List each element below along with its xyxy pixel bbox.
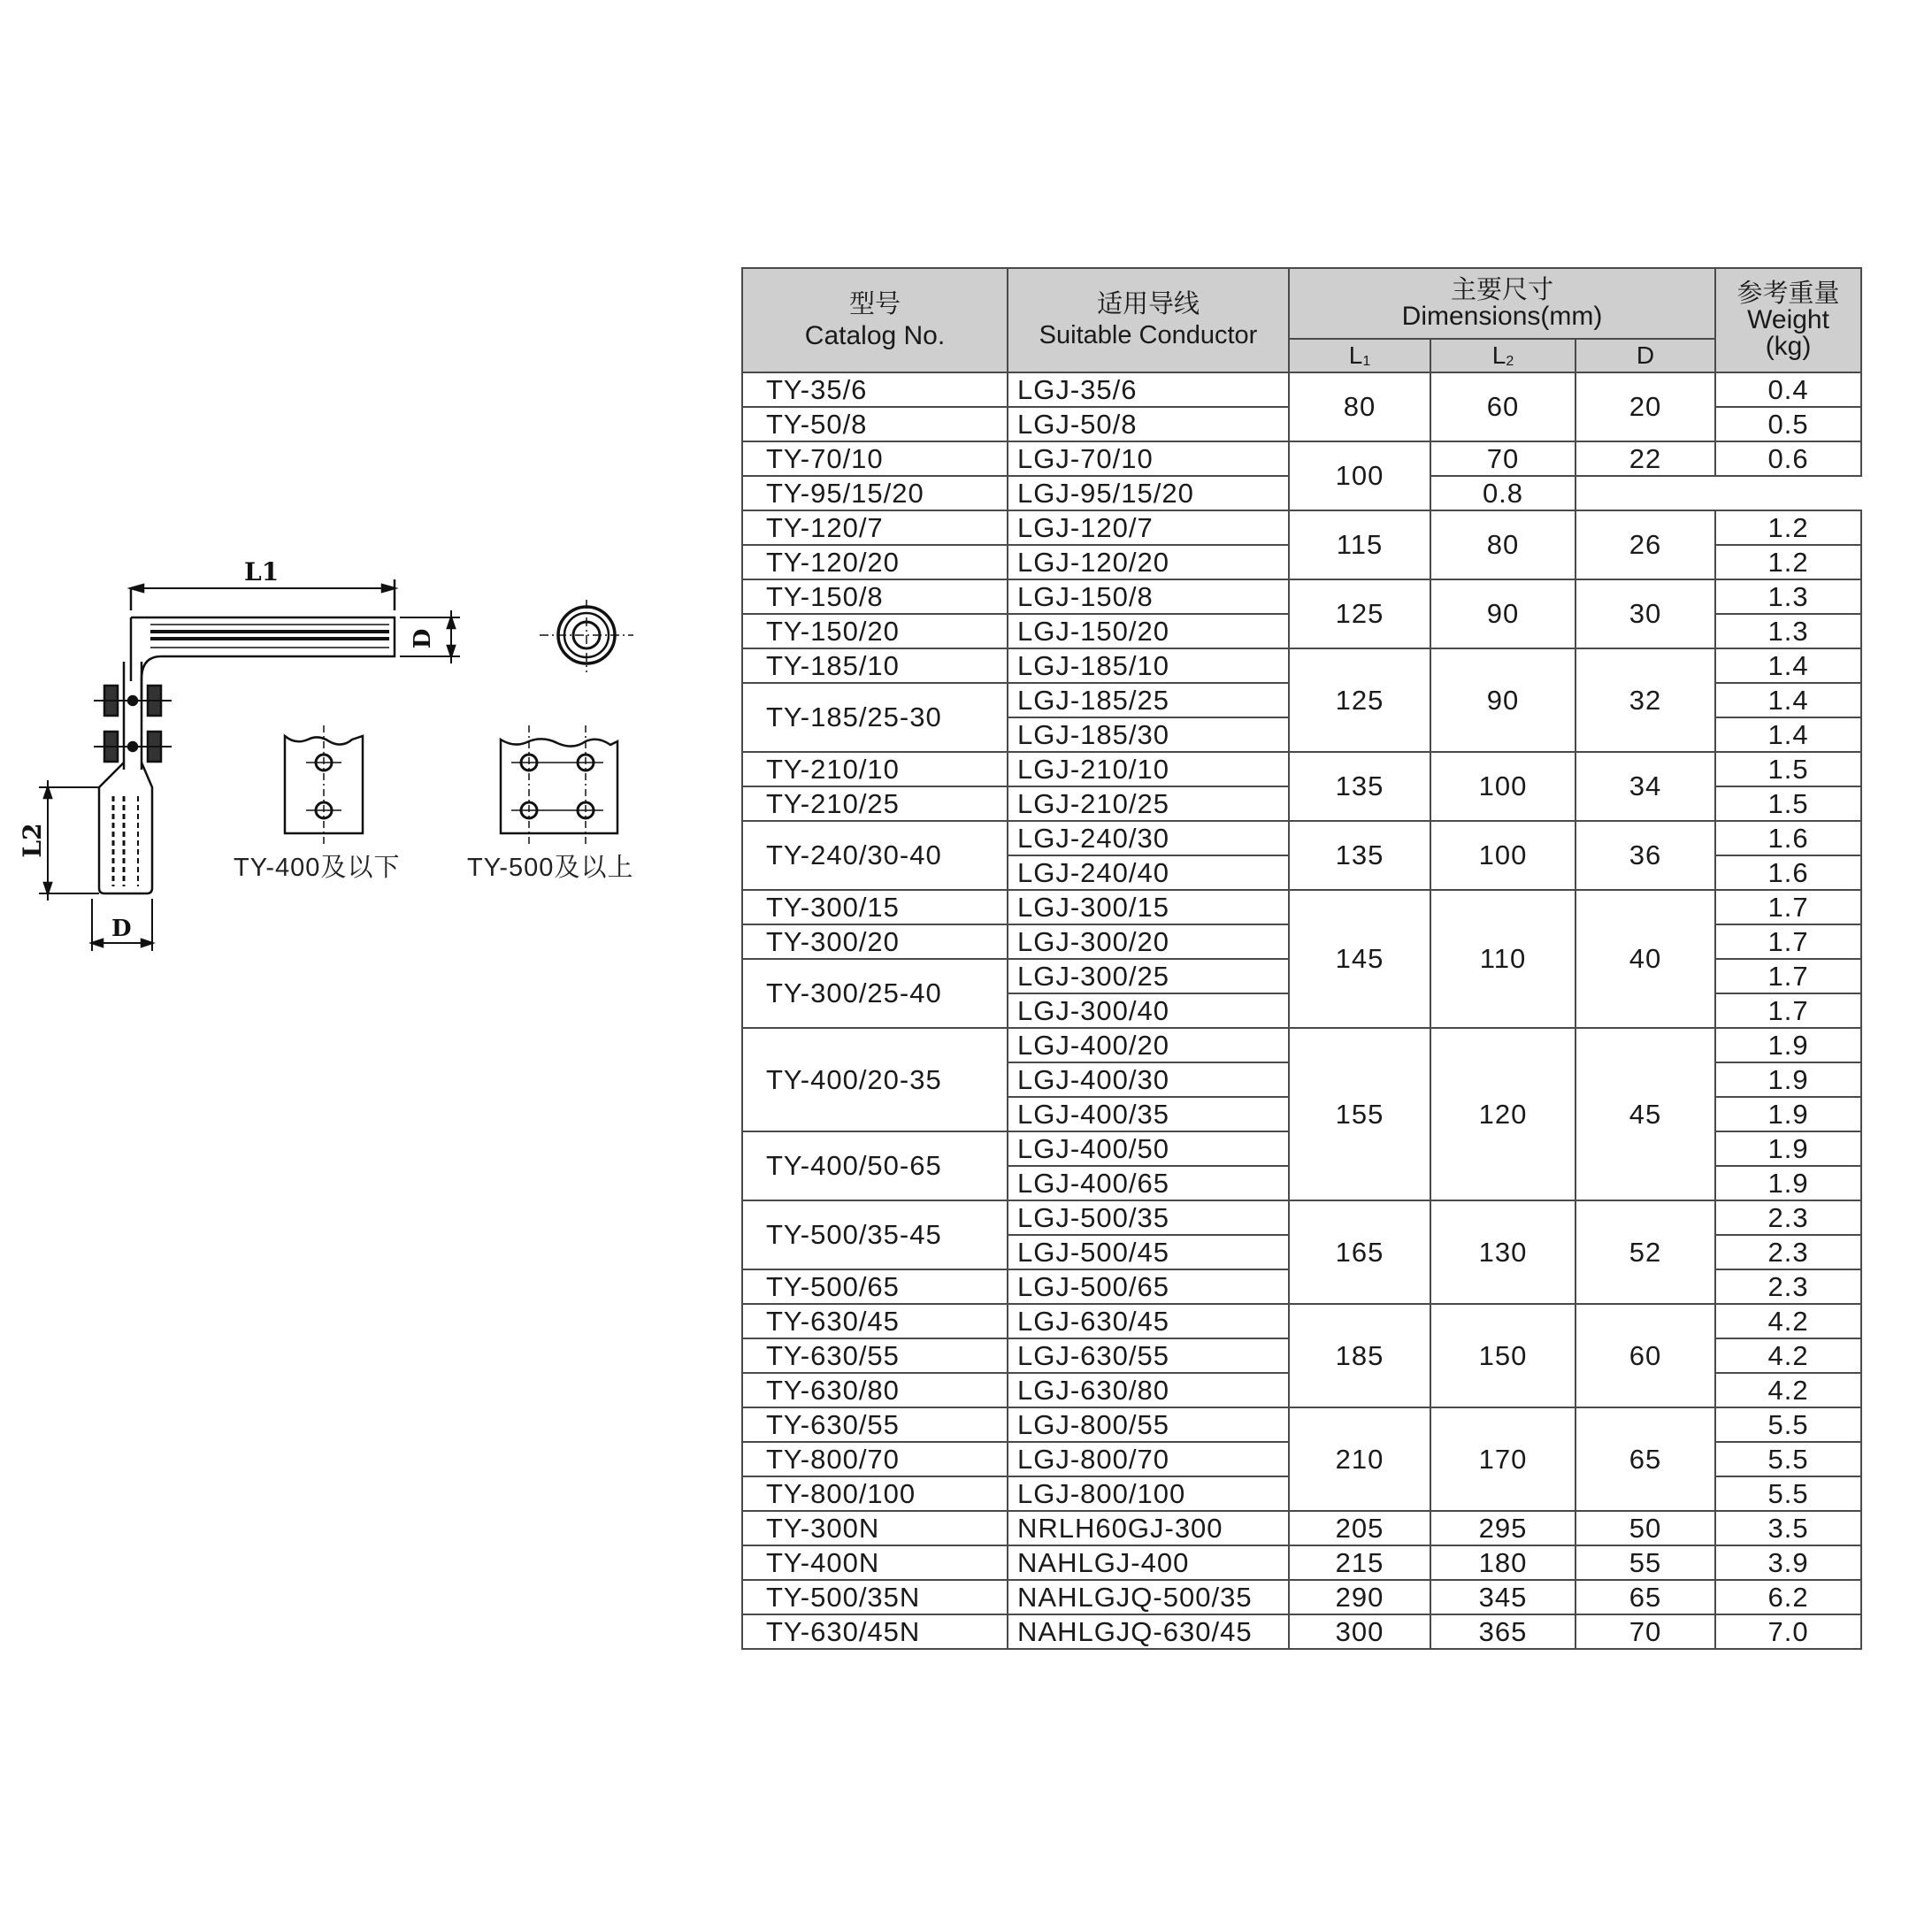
header-l2: $L_2$ [1430, 339, 1576, 372]
d-cell: 60 [1576, 1304, 1715, 1407]
l1-label: L1 [244, 557, 280, 586]
weight-cell: 1.9 [1715, 1166, 1861, 1200]
conductor-cell: LGJ-300/40 [1008, 993, 1289, 1028]
catalog-no-cell: TY-120/7 [742, 510, 1008, 545]
conductor-cell: LGJ-185/30 [1008, 717, 1289, 752]
weight-cell: 1.9 [1715, 1131, 1861, 1166]
conductor-cell: LGJ-500/45 [1008, 1235, 1289, 1269]
table-row [742, 821, 1861, 855]
conductor-cell: LGJ-240/40 [1008, 855, 1289, 890]
l2-cell: 130 [1430, 1200, 1576, 1304]
catalog-no-cell: TY-300/15 [742, 890, 1008, 924]
d-cell: 32 [1576, 648, 1715, 752]
weight-cell: 0.8 [1430, 476, 1576, 510]
d-cell: 65 [1576, 1580, 1715, 1614]
table-row [742, 890, 1861, 924]
conductor-cell: LGJ-400/50 [1008, 1131, 1289, 1166]
catalog-no-cell: TY-95/15/20 [742, 476, 1008, 510]
conductor-cell: LGJ-120/7 [1008, 510, 1289, 545]
table-row [742, 1511, 1861, 1545]
weight-cell: 7.0 [1715, 1614, 1861, 1649]
conductor-cell: LGJ-210/10 [1008, 752, 1289, 786]
weight-cell: 1.9 [1715, 1028, 1861, 1062]
weight-cell: 1.7 [1715, 959, 1861, 993]
table-row [742, 1545, 1861, 1580]
l2-cell: 90 [1430, 579, 1576, 648]
d-cell: 50 [1576, 1511, 1715, 1545]
l1-cell: 210 [1289, 1407, 1430, 1511]
l2-cell: 80 [1430, 510, 1576, 579]
l2-cell: 60 [1430, 372, 1576, 441]
l1-cell: 115 [1289, 510, 1430, 579]
weight-cell: 1.9 [1715, 1062, 1861, 1097]
conductor-cell: LGJ-300/15 [1008, 890, 1289, 924]
catalog-no-cell: TY-240/30-40 [742, 821, 1008, 890]
conductor-cell: LGJ-400/65 [1008, 1166, 1289, 1200]
l1-cell: 290 [1289, 1580, 1430, 1614]
weight-cell: 1.9 [1715, 1097, 1861, 1131]
l2-cell: 110 [1430, 890, 1576, 1028]
l2-cell: 100 [1430, 821, 1576, 890]
header-l1: $L_1$ [1289, 339, 1430, 372]
conductor-cell: LGJ-800/70 [1008, 1442, 1289, 1476]
table-row [742, 579, 1861, 614]
l2-label: L2 [18, 823, 47, 858]
header-weight-unit: (kg) [1765, 331, 1812, 361]
weight-cell: 3.5 [1715, 1511, 1861, 1545]
weight-cell: 1.7 [1715, 890, 1861, 924]
conductor-cell: LGJ-120/20 [1008, 545, 1289, 579]
header-suitable-conductor [1008, 268, 1289, 372]
l1-cell: 155 [1289, 1028, 1430, 1200]
catalog-no-cell: TY-35/6 [742, 372, 1008, 407]
conductor-cell: LGJ-500/35 [1008, 1200, 1289, 1235]
d-cell: 20 [1576, 372, 1715, 441]
catalog-no-cell: TY-50/8 [742, 407, 1008, 441]
l2-cell: 295 [1430, 1511, 1576, 1545]
table-row [742, 510, 1861, 545]
weight-cell: 1.3 [1715, 614, 1861, 648]
d-cell: 52 [1576, 1200, 1715, 1304]
catalog-no-cell: TY-210/10 [742, 752, 1008, 786]
header-weight [1715, 268, 1861, 372]
weight-cell: 1.7 [1715, 993, 1861, 1028]
table-header [742, 268, 1861, 372]
d-cell: 36 [1576, 821, 1715, 890]
l2-cell: 100 [1430, 752, 1576, 821]
catalog-no-cell: TY-400N [742, 1545, 1008, 1580]
header-dims-en: Dimensions(mm) [1401, 301, 1603, 331]
catalog-no-cell: TY-800/100 [742, 1476, 1008, 1511]
conductor-cell: LGJ-500/65 [1008, 1269, 1289, 1304]
caption-small-plate: TY-400及以下 [234, 854, 401, 882]
catalog-no-cell: TY-500/35-45 [742, 1200, 1008, 1269]
d-cell: 65 [1576, 1407, 1715, 1511]
catalog-no-cell: TY-300N [742, 1511, 1008, 1545]
l2-cell: 70 [1430, 441, 1576, 476]
conductor-cell: LGJ-240/30 [1008, 821, 1289, 855]
conductor-cell: LGJ-70/10 [1008, 441, 1289, 476]
header-d: D [1576, 339, 1715, 372]
catalog-no-cell: TY-500/35N [742, 1580, 1008, 1614]
weight-cell: 1.7 [1715, 924, 1861, 959]
conductor-cell: LGJ-95/15/20 [1008, 476, 1289, 510]
l2-cell: 365 [1430, 1614, 1576, 1649]
conductor-cell: NRLH60GJ-300 [1008, 1511, 1289, 1545]
weight-cell: 0.4 [1715, 372, 1861, 407]
weight-cell: 1.5 [1715, 752, 1861, 786]
weight-cell: 2.3 [1715, 1235, 1861, 1269]
catalog-no-cell: TY-150/20 [742, 614, 1008, 648]
d-cell: 45 [1576, 1028, 1715, 1200]
table-body [742, 372, 1861, 1649]
weight-cell: 1.2 [1715, 545, 1861, 579]
l1-cell: 205 [1289, 1511, 1430, 1545]
weight-cell: 3.9 [1715, 1545, 1861, 1580]
header-conductor-en: Suitable Conductor [1039, 321, 1258, 349]
table-row [742, 1407, 1861, 1442]
weight-cell: 2.3 [1715, 1269, 1861, 1304]
d-cell: 55 [1576, 1545, 1715, 1580]
conductor-cell: LGJ-150/20 [1008, 614, 1289, 648]
catalog-no-cell: TY-400/50-65 [742, 1131, 1008, 1200]
l1-cell: 165 [1289, 1200, 1430, 1304]
catalog-no-cell: TY-630/55 [742, 1338, 1008, 1373]
weight-cell: 5.5 [1715, 1476, 1861, 1511]
table-row [742, 1580, 1861, 1614]
weight-cell: 1.5 [1715, 786, 1861, 821]
weight-cell: 1.2 [1715, 510, 1861, 545]
weight-cell: 2.3 [1715, 1200, 1861, 1235]
conductor-cell: LGJ-185/10 [1008, 648, 1289, 683]
conductor-cell: LGJ-630/45 [1008, 1304, 1289, 1338]
header-catalog-no [742, 268, 1008, 372]
catalog-no-cell: TY-120/20 [742, 545, 1008, 579]
weight-cell: 5.5 [1715, 1407, 1861, 1442]
conductor-cell: LGJ-630/55 [1008, 1338, 1289, 1373]
catalog-no-cell: TY-630/45 [742, 1304, 1008, 1338]
catalog-no-cell: TY-500/65 [742, 1269, 1008, 1304]
l1-cell: 80 [1289, 372, 1430, 441]
weight-cell: 0.5 [1715, 407, 1861, 441]
weight-cell: 4.2 [1715, 1304, 1861, 1338]
conductor-cell: LGJ-210/25 [1008, 786, 1289, 821]
catalog-no-cell: TY-800/70 [742, 1442, 1008, 1476]
header-model-en: Catalog No. [804, 320, 946, 350]
table-row [742, 1614, 1861, 1649]
conductor-cell: LGJ-800/55 [1008, 1407, 1289, 1442]
conductor-cell: LGJ-50/8 [1008, 407, 1289, 441]
conductor-cell: LGJ-800/100 [1008, 1476, 1289, 1511]
weight-cell: 1.4 [1715, 683, 1861, 717]
catalog-no-cell: TY-210/25 [742, 786, 1008, 821]
table-row [742, 1304, 1861, 1338]
d-cell: 22 [1576, 441, 1715, 476]
l1-cell: 215 [1289, 1545, 1430, 1580]
caption-large-plate: TY-500及以上 [467, 854, 634, 882]
table-row [742, 1028, 1861, 1062]
conductor-cell: LGJ-400/35 [1008, 1097, 1289, 1131]
table-row [742, 1200, 1861, 1235]
weight-cell: 1.4 [1715, 717, 1861, 752]
l1-cell: 125 [1289, 579, 1430, 648]
l2-cell: 150 [1430, 1304, 1576, 1407]
d-cell: 70 [1576, 1614, 1715, 1649]
catalog-no-cell: TY-185/25-30 [742, 683, 1008, 752]
conductor-cell: NAHLGJQ-630/45 [1008, 1614, 1289, 1649]
d-top-label: D [410, 628, 436, 649]
l1-cell: 100 [1289, 441, 1430, 510]
table-row [742, 648, 1861, 683]
terminal-technical-drawing [0, 0, 672, 1932]
catalog-no-cell: TY-300/25-40 [742, 959, 1008, 1028]
weight-cell: 5.5 [1715, 1442, 1861, 1476]
conductor-cell: NAHLGJQ-500/35 [1008, 1580, 1289, 1614]
l1-cell: 185 [1289, 1304, 1430, 1407]
conductor-cell: LGJ-400/20 [1008, 1028, 1289, 1062]
table-row [742, 752, 1861, 786]
catalog-no-cell: TY-630/80 [742, 1373, 1008, 1407]
conductor-cell: LGJ-150/8 [1008, 579, 1289, 614]
l1-cell: 125 [1289, 648, 1430, 752]
weight-cell: 1.6 [1715, 855, 1861, 890]
d-cell: 34 [1576, 752, 1715, 821]
conductor-cell: LGJ-630/80 [1008, 1373, 1289, 1407]
d-cell: 30 [1576, 579, 1715, 648]
l1-cell: 300 [1289, 1614, 1430, 1649]
catalog-no-cell: TY-70/10 [742, 441, 1008, 476]
l2-cell: 120 [1430, 1028, 1576, 1200]
l2-cell: 345 [1430, 1580, 1576, 1614]
table-row [742, 372, 1861, 407]
catalog-no-cell: TY-185/10 [742, 648, 1008, 683]
conductor-cell: LGJ-35/6 [1008, 372, 1289, 407]
weight-cell: 1.4 [1715, 648, 1861, 683]
weight-cell: 1.3 [1715, 579, 1861, 614]
conductor-cell: LGJ-300/20 [1008, 924, 1289, 959]
catalog-no-cell: TY-630/45N [742, 1614, 1008, 1649]
l2-cell: 90 [1430, 648, 1576, 752]
header-conductor-zh: 适用导线 [1096, 290, 1200, 318]
d-cell: 26 [1576, 510, 1715, 579]
d-bottom-label: D [111, 916, 132, 942]
l1-cell: 135 [1289, 752, 1430, 821]
weight-cell: 4.2 [1715, 1373, 1861, 1407]
d-cell: 40 [1576, 890, 1715, 1028]
weight-cell: 6.2 [1715, 1580, 1861, 1614]
weight-cell: 0.6 [1715, 441, 1861, 476]
header-dimensions [1289, 268, 1715, 339]
table-row [742, 441, 1861, 476]
l1-cell: 145 [1289, 890, 1430, 1028]
spec-table [741, 267, 1862, 1650]
catalog-no-cell: TY-400/20-35 [742, 1028, 1008, 1131]
header-weight-en: Weight [1747, 304, 1829, 334]
l2-cell: 170 [1430, 1407, 1576, 1511]
conductor-cell: LGJ-300/25 [1008, 959, 1289, 993]
weight-cell: 4.2 [1715, 1338, 1861, 1373]
weight-cell: 1.6 [1715, 821, 1861, 855]
catalog-no-cell: TY-150/8 [742, 579, 1008, 614]
l2-cell: 180 [1430, 1545, 1576, 1580]
conductor-cell: LGJ-400/30 [1008, 1062, 1289, 1097]
header-weight-zh: 参考重量 [1736, 279, 1840, 308]
conductor-cell: NAHLGJ-400 [1008, 1545, 1289, 1580]
catalog-no-cell: TY-300/20 [742, 924, 1008, 959]
header-model-zh: 型号 [848, 289, 901, 318]
header-dims-zh: 主要尺寸 [1451, 275, 1554, 304]
l1-cell: 135 [1289, 821, 1430, 890]
conductor-cell: LGJ-185/25 [1008, 683, 1289, 717]
catalog-no-cell: TY-630/55 [742, 1407, 1008, 1442]
